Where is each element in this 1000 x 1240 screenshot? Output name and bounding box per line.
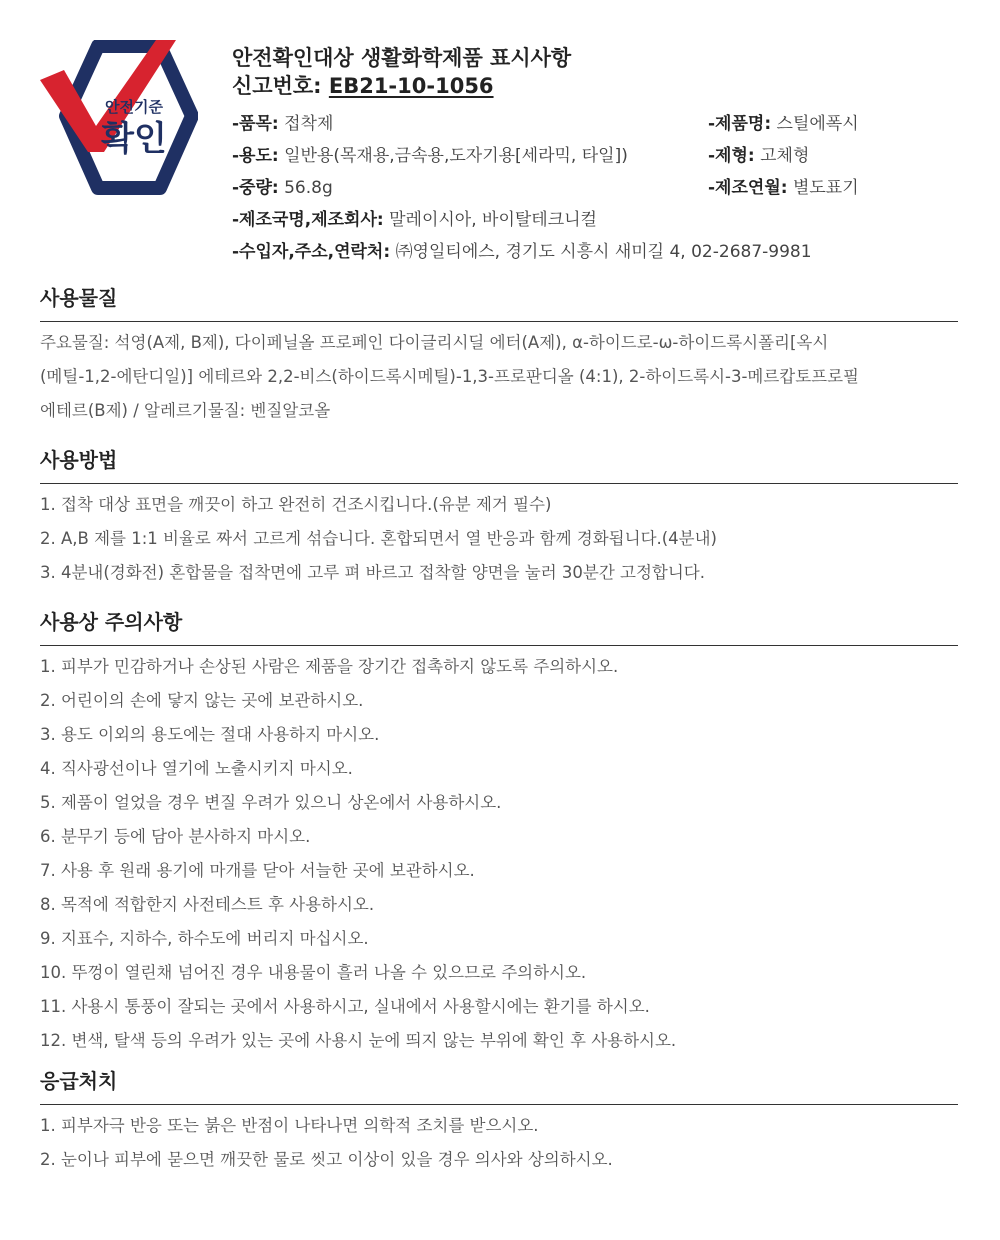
field-product-name (708, 112, 859, 136)
field-form (708, 144, 809, 168)
field-weight-label: -중량: (232, 178, 279, 198)
section-materials-title: 사용물질 (40, 285, 958, 322)
list-item: 8. 목적에 적합한지 사전테스트 후 사용하시오. (40, 895, 375, 914)
page-title: 안전확인대상 생활화학제품 표시사항 (232, 46, 572, 70)
list-item: 1. 피부가 민감하거나 손상된 사람은 제품을 장기간 접촉하지 않도록 주의하시오. (40, 657, 619, 676)
section-first-aid (40, 1068, 958, 1177)
list-item: 1. 피부자극 반응 또는 붉은 반점이 나타나면 의학적 조치를 받으시오. (40, 1116, 539, 1135)
list-item: 1. 접착 대상 표면을 깨끗이 하고 완전히 건조시킵니다.(유분 제거 필수) (40, 495, 552, 514)
field-item-value: 접착제 (284, 114, 334, 134)
section-method (40, 447, 958, 590)
field-usage-value: 일반용(목재용,금속용,도자기용[세라믹, 타일]) (284, 146, 628, 166)
field-form-label: -제형: (708, 146, 755, 166)
registration-line (232, 72, 972, 100)
list-item: 2. A,B 제를 1:1 비율로 짜서 고르게 섞습니다. 혼합되면서 열 반응과 함께 경화됩니다.(4분내) (40, 529, 717, 548)
materials-line: (메틸-1,2-에탄디일)] 에테르와 2,2-비스(하이드록시메틸)-1,3-프로판디올 (4:1), 2-하이드록시-3-메르캅토프로필 (40, 367, 859, 386)
section-cautions-title: 사용상 주의사항 (40, 609, 958, 646)
materials-line: 주요물질: 석영(A제, B제), 다이페닐올 프로페인 다이글리시딜 에터(A제), α-하이드로-ω-하이드록시폴리[옥시 (40, 333, 829, 352)
section-cautions (40, 609, 958, 1058)
section-first-aid-title: 응급처치 (40, 1068, 958, 1105)
field-origin-value: 말레이시아, 바이탈테크니컬 (389, 210, 597, 230)
field-product-name-label: -제품명: (708, 114, 772, 134)
field-mfg-date-label: -제조연월: (708, 178, 788, 198)
materials-line: 에테르(B제) / 알레르기물질: 벤질알코올 (40, 401, 331, 420)
section-materials (40, 285, 958, 428)
list-item: 10. 뚜껑이 열린채 넘어진 경우 내용물이 흘러 나올 수 있으므로 주의하시오. (40, 963, 587, 982)
list-item: 3. 4분내(경화전) 혼합물을 접착면에 고루 펴 바르고 접착할 양면을 눌러 30분간 고정합니다. (40, 563, 705, 582)
field-mfg-date (708, 176, 859, 200)
field-usage-label: -용도: (232, 146, 279, 166)
field-usage (232, 144, 628, 168)
list-item: 11. 사용시 통풍이 잘되는 곳에서 사용하시고, 실내에서 사용할시에는 환기를 하시오. (40, 997, 650, 1016)
field-weight (232, 176, 333, 200)
field-item (232, 112, 333, 136)
field-item-label: -품목: (232, 114, 279, 134)
list-item: 2. 눈이나 피부에 묻으면 깨끗한 물로 씻고 이상이 있을 경우 의사와 상의하시오. (40, 1150, 613, 1169)
list-item: 5. 제품이 얼었을 경우 변질 우려가 있으니 상온에서 사용하시오. (40, 793, 502, 812)
badge-main-text: 확인 (101, 119, 167, 159)
field-origin (232, 208, 597, 232)
field-weight-value: 56.8g (284, 178, 333, 198)
field-importer-value: ㈜영일티에스, 경기도 시흥시 새미길 4, 02-2687-9981 (395, 242, 812, 262)
list-item: 9. 지표수, 지하수, 하수도에 버리지 마십시오. (40, 929, 369, 948)
list-item: 7. 사용 후 원래 용기에 마개를 닫아 서늘한 곳에 보관하시오. (40, 861, 475, 880)
field-product-name-value: 스틸에폭시 (776, 114, 859, 134)
badge-graphic (38, 40, 198, 200)
badge-top-text: 안전기준 (105, 98, 163, 116)
list-item: 3. 용도 이외의 용도에는 절대 사용하지 마시오. (40, 725, 380, 744)
section-method-title: 사용방법 (40, 447, 958, 484)
list-item: 12. 변색, 탈색 등의 우려가 있는 곳에 사용시 눈에 띄지 않는 부위에 확인 후 사용하시오. (40, 1031, 677, 1050)
field-origin-label: -제조국명,제조회사: (232, 210, 384, 230)
field-form-value: 고체형 (760, 146, 810, 166)
field-importer-label: -수입자,주소,연락처: (232, 242, 391, 262)
label-header (232, 44, 972, 100)
safety-confirmed-badge (38, 40, 198, 200)
list-item: 6. 분무기 등에 담아 분사하지 마시오. (40, 827, 311, 846)
field-mfg-date-value: 별도표기 (792, 178, 859, 198)
list-item: 2. 어린이의 손에 닿지 않는 곳에 보관하시오. (40, 691, 364, 710)
registration-label: 신고번호: (232, 74, 322, 98)
field-importer (232, 240, 812, 264)
list-item: 4. 직사광선이나 열기에 노출시키지 마시오. (40, 759, 353, 778)
registration-number: EB21-10-1056 (328, 74, 494, 98)
